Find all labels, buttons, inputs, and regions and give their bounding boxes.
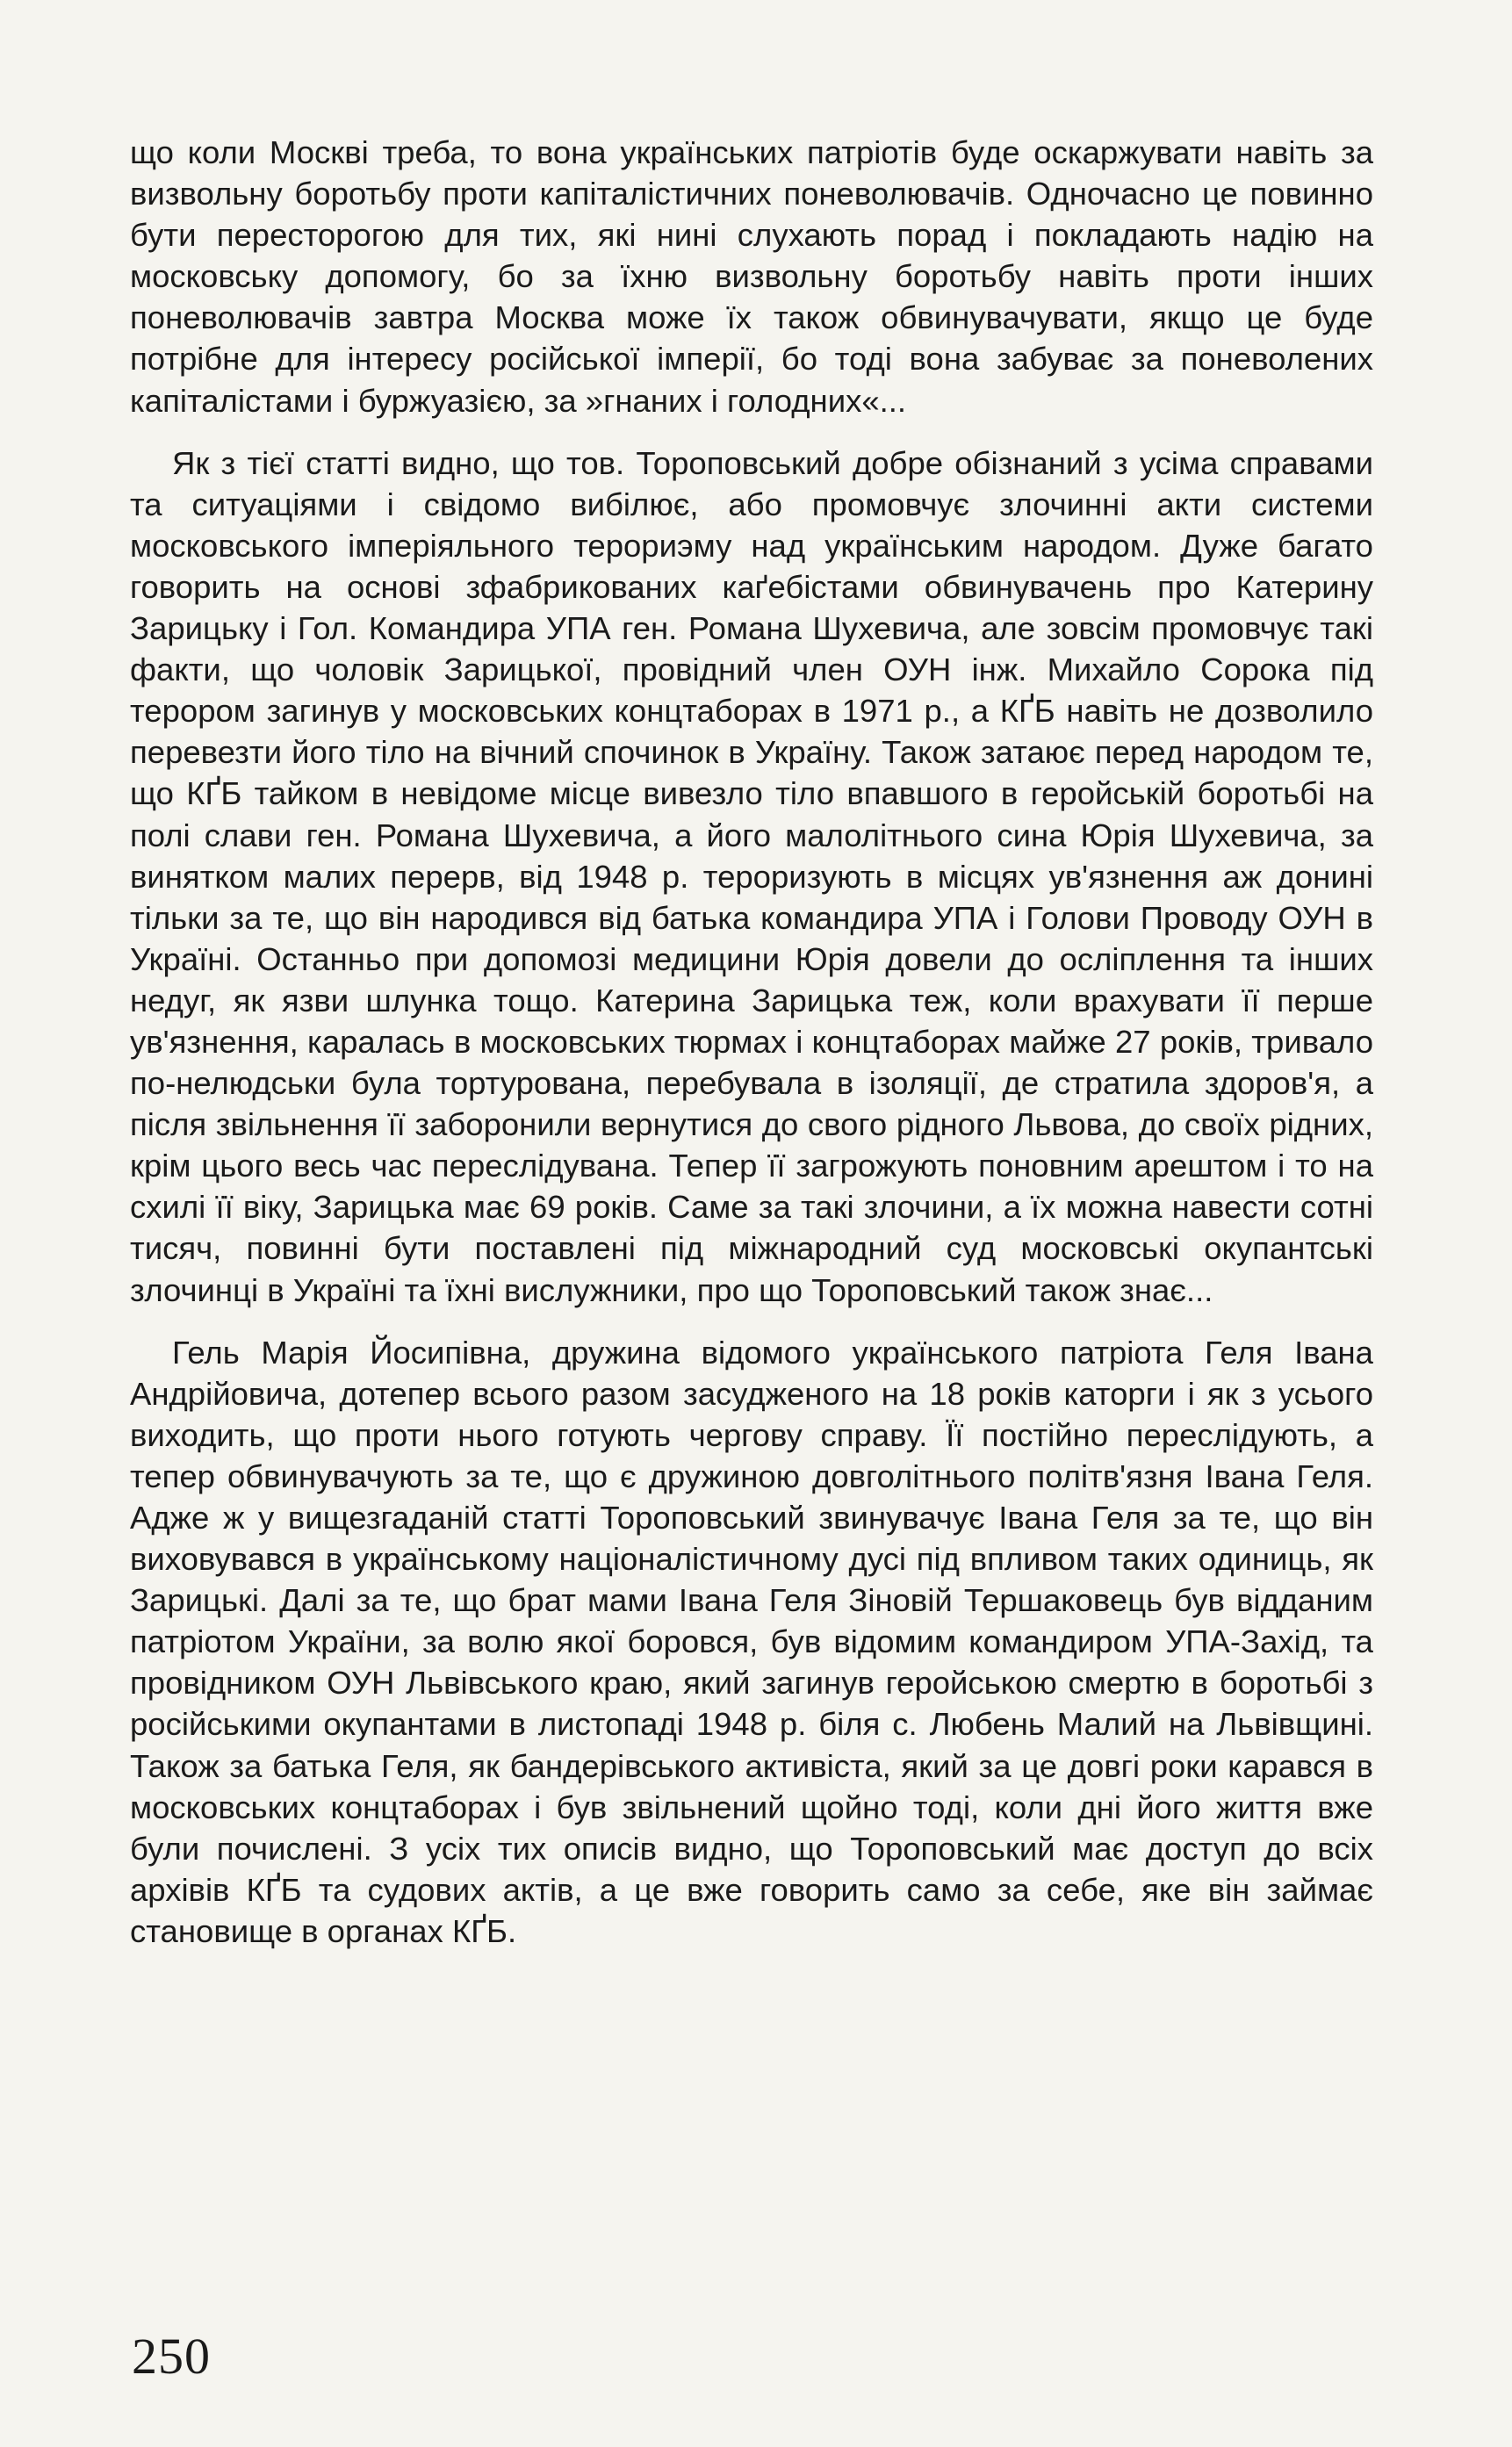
paragraph-3: Гель Марія Йосипівна, дружина відомого українського патріота Геля Івана Андрійовича, дотепер всього разом засудженого на 18 років каторги і як з усього виходить, що проти нього готують чергову справу. Її постійно переслідують, а тепер обвинувачують за те, що є дружиною довголітнього політв'язня Івана Геля. Адже ж у вищезгаданій статті Тороповський звинувачує Івана Геля за те, що він виховувався в українському націоналістичному дусі під впливом таких одиниць, як Зарицькі. Далі за те, що брат мами Івана Геля Зіновій Тершаковець був відданим патріотом України, за волю якої боровся, був відомим командиром УПА-Захід, та провідником ОУН Львівського краю, який загинув геройською смертю в боротьбі з російськими окупантами в листопаді 1948 р. біля с. Любень Малий на Львівщині. Також за батька Геля, як бандерівського активіста, який за це довгі роки карався в московських концтаборах і був звільнений щойно тоді, коли дні його життя вже були почислені. З усіх тих описів видно, що Тороповський має доступ до всіх архівів КҐБ та судових актів, а це вже говорить само за себе, яке він займає становище в органах КҐБ.	[130, 1334, 1373, 1949]
paragraph-2: Як з тієї статті видно, що тов. Тороповський добре обізнаний з усіма справами та ситуаціями і свідомо вибілює, або промовчує злочинні акти системи московського імперіяльного терориэму над українським народом. Дуже багато говорить на основі зфабрикованих каґебістами обвинувачень про Катерину Зарицьку і Гол. Командира УПА ген. Романа Шухевича, але зовсім промовчує такі факти, що чоловік Зарицької, провідний член ОУН інж. Михайло Сорока під терором загинув у московських концтаборах в 1971 р., а КҐБ навіть не дозволило перевезти його тіло на вічний спочинок в Україну. Також затаює перед народом те, що КҐБ тайком в невідоме місце вивезло тіло впавшого в геройській боротьбі на полі слави ген. Романа Шухевича, а його малолітнього сина Юрія Шухевича, за винятком малих перерв, від 1948 р. тероризують в місцях ув'язнення аж донині тільки за те, що він народився від батька командира УПА і Голови Проводу ОУН в Україні. Останньо при допомозі медицини Юрія довели до осліплення та інших недуг, як язви шлунка тощо. Катерина Зарицька теж, коли врахувати її перше ув'язнення, каралась в московських тюрмах і концтаборах майже 27 років, тривало по-нелюдськи була тортурована, перебувала в ізоляції, де стратила здоров'я, а після звільнення її заборонили вернутися до свого рідного Львова, до своїх рідних, крім цього весь час переслідувана. Тепер її загрожують поновним арештом і то на схилі її віку, Зарицька має 69 років. Саме за такі злочини, а їх можна навести сотні тисяч, повинні бути поставлені під міжнародний суд московські окупантські злочинці в Україні та їхні вислужники, про що Тороповський також знає...	[130, 444, 1373, 1308]
page-number: 250	[132, 2328, 211, 2385]
body-text	[130, 132, 1373, 1952]
paragraph-1: що коли Москві треба, то вона українських патріотів буде оскаржувати навіть за визвольну боротьбу проти капіталістичних поневолювачів. Одночасно це повинно бути пересторогою для тих, які нині слухають порад і покладають надію на московську допомогу, бо за їхню визвольну боротьбу навіть проти інших поневолювачів завтра Москва може їх також обвинувачувати, якщо це буде потрібне для інтересу російської імперії, бо тоді вона забуває за поневолених капіталістами і буржуазією, за »гнаних і голодних«...	[130, 134, 1373, 419]
